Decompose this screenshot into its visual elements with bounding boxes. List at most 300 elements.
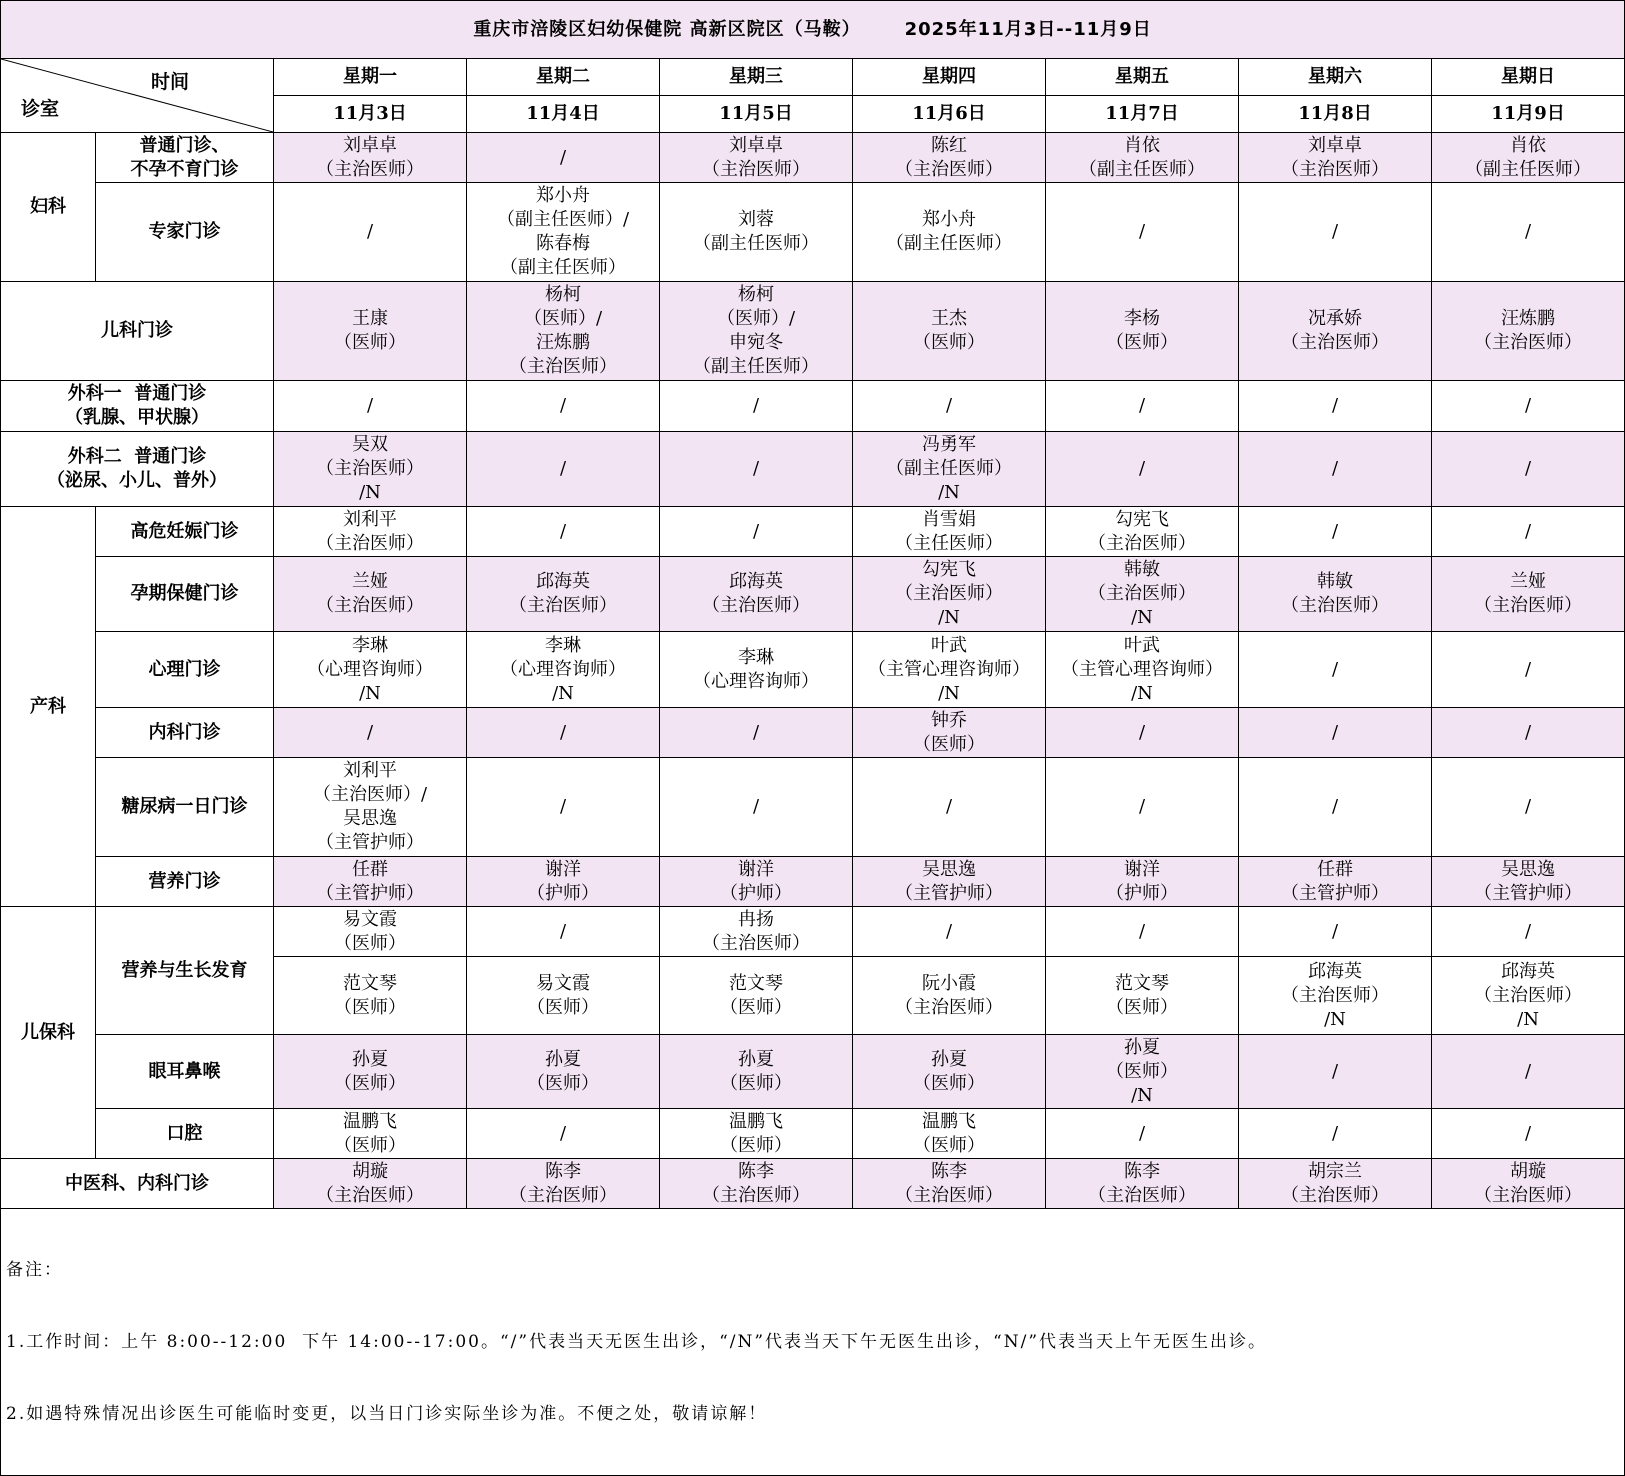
doctor-name: 郑小舟 (536, 185, 590, 206)
doctor-title: （主管心理咨询师） (1061, 658, 1223, 680)
doctor-title: （主管心理咨询师） (868, 658, 1030, 680)
doctor-name: 兰娅 (1510, 571, 1547, 592)
doctor-name: 冉扬 (738, 908, 774, 930)
date-header: 11月6日 (853, 96, 1046, 133)
doctor-title: （主治医师） (895, 996, 1003, 1018)
schedule-cell-sat (1239, 432, 1432, 507)
schedule-cell-fri (1046, 758, 1239, 857)
weekday-header: 星期五 (1046, 59, 1239, 96)
schedule-cell-sat (1239, 1035, 1432, 1109)
schedule-cell-fri (1046, 1109, 1239, 1159)
doctor-title: （医师） (527, 1072, 599, 1094)
clinic-name-line: 营养门诊 (148, 870, 221, 892)
row-obstetrics-nutrition (1, 857, 1625, 907)
department-name: 产科 (1, 507, 96, 907)
no-doctor-mark: / (1525, 796, 1532, 817)
no-doctor-mark: / (752, 395, 760, 416)
diagonal-divider (1, 59, 273, 132)
clinic-name (96, 557, 274, 632)
doctor-title: （主治医师） (1281, 332, 1389, 353)
schedule-cell-fri (1046, 557, 1239, 632)
no-doctor-mark: / (559, 520, 567, 542)
no-doctor-mark: / (1525, 458, 1532, 479)
doctor-title: （主治医师） (509, 595, 617, 616)
weekday-header-row (1, 59, 1625, 96)
clinic-name-line: 外科一 普通门诊 (67, 383, 207, 404)
doctor-title: （主治医师） (1474, 1184, 1583, 1206)
schedule-cell-sat (1239, 758, 1432, 857)
doctor-title: （主治医师） (1474, 595, 1583, 616)
schedule-cell-sun (1432, 183, 1625, 282)
schedule-cell-tue (467, 183, 660, 282)
schedule-cell-wed (660, 1159, 853, 1209)
doctor-title: （主治医师） (1281, 984, 1389, 1006)
doctor-name: 邱海英 (729, 571, 783, 592)
doctor-title: （主治医师） (702, 1184, 810, 1206)
schedule-cell-thu (853, 1159, 1046, 1209)
no-doctor-mark: / (1138, 721, 1146, 743)
doctor-name: 任群 (1317, 858, 1353, 880)
schedule-cell-mon (274, 957, 467, 1035)
schedule-cell-mon (274, 708, 467, 758)
schedule-cell-fri (1046, 432, 1239, 507)
doctor-title: （医师） (527, 996, 599, 1018)
row-obstetrics-prenatal-care (1, 557, 1625, 632)
no-doctor-mark: / (366, 721, 374, 743)
schedule-cell-sat (1239, 507, 1432, 557)
afternoon-closed-mark: /N (1324, 1008, 1346, 1030)
doctor-title: （护师） (720, 882, 792, 904)
doctor-title: （副主任医师） (1079, 158, 1205, 180)
no-doctor-mark: / (1525, 395, 1532, 416)
schedule-cell-fri (1046, 507, 1239, 557)
weekday-header: 星期三 (660, 59, 853, 96)
schedule-cell-tue (467, 758, 660, 857)
clinic-name-line: 外科二 普通门诊 (67, 446, 207, 467)
corner-header (1, 59, 274, 133)
schedule-cell-tue (467, 1109, 660, 1159)
schedule-cell-mon (274, 1109, 467, 1159)
notes-row (1, 1209, 1625, 1476)
doctor-name: 吴思逸 (922, 858, 976, 880)
schedule-cell-mon (274, 133, 467, 183)
notes (1, 1209, 1625, 1476)
row-obstetrics-internal-medicine (1, 708, 1625, 758)
schedule-cell-tue (467, 708, 660, 758)
doctor-title: （主任医师） (895, 532, 1003, 554)
schedule-title (1, 1, 1625, 59)
doctor-name: 温鹏飞 (922, 1110, 976, 1132)
doctor-name: 郑小舟 (922, 209, 976, 230)
doctor-name: 陈李 (738, 1160, 774, 1182)
schedule-cell-sun (1432, 432, 1625, 507)
no-doctor-mark: / (752, 796, 760, 817)
no-doctor-mark: / (1138, 395, 1146, 416)
no-doctor-mark: / (559, 920, 567, 942)
doctor-title: （主治医师） (702, 595, 810, 616)
doctor-name: 杨柯 (738, 284, 774, 305)
time-header-label: 时间 (151, 71, 190, 93)
schedule-cell-tue (467, 381, 660, 432)
no-doctor-mark: / (752, 458, 760, 479)
doctor-name: 王康 (352, 308, 388, 329)
doctor-name: 韩敏 (1317, 571, 1353, 592)
schedule-cell-sat (1239, 183, 1432, 282)
schedule-cell-sun (1432, 133, 1625, 183)
schedule-cell-tue (467, 133, 660, 183)
clinic-name-line: 专家门诊 (148, 221, 221, 242)
doctor-name: 况承娇 (1308, 308, 1362, 329)
title-row (1, 1, 1625, 59)
no-doctor-mark: / (366, 221, 374, 242)
doctor-name: 刘卓卓 (343, 134, 397, 156)
doctor-name: 孙夏 (1124, 1036, 1160, 1058)
clinic-name (96, 708, 274, 758)
no-doctor-mark: / (1331, 658, 1339, 680)
no-doctor-mark: / (1331, 721, 1339, 743)
doctor-title: （医师） (334, 332, 406, 353)
doctor-title: （医师） (1106, 332, 1178, 353)
row-child-health-ent (1, 1035, 1625, 1109)
doctor-name: 谢洋 (738, 858, 774, 880)
doctor-name: 李琳 (738, 646, 774, 668)
hospital-name: 重庆市涪陵区妇幼保健院 高新区院区（马鞍） (473, 18, 861, 40)
schedule-cell-mon (274, 432, 467, 507)
clinic-name (96, 1109, 274, 1159)
clinic-name-line: 不孕不育门诊 (130, 158, 239, 180)
schedule-cell-thu (853, 708, 1046, 758)
row-pediatrics (1, 282, 1625, 381)
no-doctor-mark: / (1331, 920, 1339, 942)
schedule-cell-sat (1239, 708, 1432, 758)
schedule-cell-fri (1046, 632, 1239, 708)
doctor-name: 刘蓉 (738, 209, 774, 230)
schedule-cell-thu (853, 907, 1046, 957)
weekday-header: 星期日 (1432, 59, 1625, 96)
doctor-title: （主治医师） (1088, 532, 1196, 554)
date-header: 11月7日 (1046, 96, 1239, 133)
schedule-cell-wed (660, 432, 853, 507)
doctor-name: 温鹏飞 (343, 1110, 397, 1132)
doctor-name: 王杰 (931, 308, 967, 329)
department-name: 儿保科 (1, 907, 96, 1159)
clinic-name-line: 普通门诊、 (139, 134, 230, 156)
schedule-cell-sat (1239, 1159, 1432, 1209)
doctor-name: 勾宪飞 (1115, 508, 1169, 530)
doctor-title: （医师） (913, 733, 985, 755)
no-doctor-mark: / (559, 796, 567, 817)
no-doctor-mark: / (1331, 1060, 1339, 1082)
row-child-health-nutrition-growth-1 (1, 907, 1625, 957)
doctor-title: （副主任医师） (886, 458, 1012, 479)
schedule-cell-sat (1239, 907, 1432, 957)
row-obstetrics-diabetes-day-clinic (1, 758, 1625, 857)
doctor-title: （医师） (334, 996, 406, 1018)
doctor-name: 叶武 (1124, 634, 1160, 656)
schedule-cell-thu (853, 1035, 1046, 1109)
schedule-cell-mon (274, 557, 467, 632)
schedule-cell-thu (853, 282, 1046, 381)
no-doctor-mark: / (1138, 1122, 1146, 1144)
no-doctor-mark: / (559, 721, 567, 743)
doctor-name: 范文琴 (1115, 972, 1169, 994)
schedule-cell-tue (467, 1035, 660, 1109)
no-doctor-mark: / (945, 796, 953, 817)
clinic-name (1, 381, 274, 432)
no-doctor-mark: / (1525, 1122, 1532, 1144)
weekday-header: 星期六 (1239, 59, 1432, 96)
afternoon-closed-mark: /N (938, 607, 960, 628)
schedule-cell-mon (274, 632, 467, 708)
date-header: 11月9日 (1432, 96, 1625, 133)
afternoon-closed-mark: /N (1131, 1084, 1153, 1106)
schedule-cell-fri (1046, 282, 1239, 381)
doctor-title: （心理咨询师） (307, 658, 433, 680)
schedule-cell-fri (1046, 907, 1239, 957)
doctor-name: 邱海英 (1308, 960, 1362, 982)
no-doctor-mark: / (1525, 221, 1532, 242)
schedule-cell-mon (274, 507, 467, 557)
doctor-name: 吴双 (352, 434, 388, 455)
clinic-name (96, 183, 274, 282)
schedule-cell-sat (1239, 557, 1432, 632)
no-doctor-mark: / (1331, 395, 1339, 416)
no-doctor-mark: / (1525, 1060, 1532, 1082)
doctor-title: （主治医师） (316, 1184, 424, 1206)
afternoon-closed-mark: /N (1131, 607, 1153, 628)
schedule-cell-thu (853, 432, 1046, 507)
row-obstetrics-psychology (1, 632, 1625, 708)
no-doctor-mark: / (559, 1122, 567, 1144)
no-doctor-mark: / (1525, 920, 1532, 942)
schedule-cell-mon (274, 183, 467, 282)
doctor-title: （主治医师） (509, 1184, 617, 1206)
doctor-name: 孙夏 (738, 1048, 774, 1070)
row-tcm-internal-medicine (1, 1159, 1625, 1209)
row-gyn-general-infertility (1, 133, 1625, 183)
doctor-title: （主治医师） (316, 595, 424, 616)
schedule-cell-sat (1239, 1109, 1432, 1159)
doctor-title: （医师） (720, 996, 792, 1018)
date-header: 11月3日 (274, 96, 467, 133)
schedule-cell-sun (1432, 1159, 1625, 1209)
schedule-cell-fri (1046, 133, 1239, 183)
doctor-title: （医师） (334, 1134, 406, 1156)
doctor-name: 韩敏 (1124, 559, 1160, 580)
schedule-cell-tue (467, 857, 660, 907)
schedule-cell-mon (274, 1035, 467, 1109)
schedule-cell-mon (274, 758, 467, 857)
doctor-name: 胡璇 (1510, 1160, 1547, 1182)
clinic-name-line: 心理门诊 (148, 658, 221, 680)
doctor-name: 肖依 (1124, 134, 1160, 156)
schedule-cell-sat (1239, 133, 1432, 183)
doctor-title: （主治医师） (895, 583, 1003, 604)
doctor-title: （医师） (913, 1134, 985, 1156)
schedule-cell-sat (1239, 957, 1432, 1035)
no-doctor-mark: / (1138, 458, 1146, 479)
doctor-title: （主治医师）/ (312, 784, 428, 805)
afternoon-closed-mark: /N (359, 682, 381, 704)
no-doctor-mark: / (945, 395, 953, 416)
doctor-title: （主管护师） (1281, 882, 1389, 904)
doctor-name: 易文霞 (536, 972, 590, 994)
doctor-title: （心理咨询师） (500, 658, 626, 680)
schedule-cell-tue (467, 907, 660, 957)
corner-header-box (1, 59, 273, 132)
schedule-cell-sat (1239, 857, 1432, 907)
doctor-title: （主治医师） (316, 532, 424, 554)
doctor-title: （医师） (913, 332, 985, 353)
afternoon-closed-mark: /N (938, 682, 960, 704)
no-doctor-mark: / (1138, 920, 1146, 942)
afternoon-closed-mark: /N (359, 482, 381, 503)
schedule-cell-wed (660, 1035, 853, 1109)
schedule-cell-sun (1432, 282, 1625, 381)
schedule-cell-thu (853, 557, 1046, 632)
doctor-name: 肖雪娟 (922, 508, 976, 530)
doctor-title: （主治医师） (316, 158, 424, 180)
weekday-header: 星期一 (274, 59, 467, 96)
doctor-name: 谢洋 (1124, 858, 1160, 880)
schedule-cell-tue (467, 1159, 660, 1209)
schedule-cell-mon (274, 857, 467, 907)
doctor-title: （主管护师） (316, 882, 424, 904)
doctor-name: 范文琴 (729, 972, 783, 994)
clinic-name-line: 高危妊娠门诊 (130, 520, 239, 542)
doctor-title: （主治医师） (895, 158, 1003, 180)
clinic-name-line: 内科门诊 (148, 721, 221, 743)
no-doctor-mark: / (1331, 1122, 1339, 1144)
doctor-name: 刘利平 (343, 760, 397, 781)
schedule-cell-sun (1432, 1035, 1625, 1109)
weekday-header: 星期四 (853, 59, 1046, 96)
schedule-cell-sun (1432, 708, 1625, 758)
doctor-name: 孙夏 (352, 1048, 388, 1070)
no-doctor-mark: / (1331, 458, 1339, 479)
diagonal-line (1, 59, 273, 132)
schedule-cell-thu (853, 381, 1046, 432)
no-doctor-mark: / (752, 721, 760, 743)
schedule-cell-tue (467, 282, 660, 381)
schedule-cell-tue (467, 632, 660, 708)
no-doctor-mark: / (1525, 520, 1532, 542)
doctor-title: （医师） (720, 1072, 792, 1094)
clinic-name-line: 眼耳鼻喉 (148, 1060, 221, 1082)
room-header-label: 诊室 (21, 98, 60, 120)
no-doctor-mark: / (1331, 796, 1339, 817)
schedule-cell-wed (660, 1109, 853, 1159)
clinic-name (96, 857, 274, 907)
clinic-name (96, 507, 274, 557)
schedule-cell-sat (1239, 381, 1432, 432)
clinic-name-line: （乳腺、甲状腺） (65, 407, 209, 428)
schedule-cell-mon (274, 907, 467, 957)
no-doctor-mark: / (366, 395, 374, 416)
schedule-cell-sun (1432, 507, 1625, 557)
doctor-title: （副主任医师） (693, 356, 819, 377)
afternoon-closed-mark: /N (938, 482, 960, 503)
clinic-name-line: 糖尿病一日门诊 (121, 796, 248, 817)
doctor-title: （副主任医师）/ (496, 209, 630, 230)
doctor-name: 吴思逸 (1501, 858, 1556, 880)
doctor-title: （主治医师） (1281, 1184, 1389, 1206)
doctor-name: 申宛冬 (729, 332, 783, 353)
schedule-cell-thu (853, 758, 1046, 857)
doctor-title: （护师） (527, 882, 599, 904)
doctor-title: （主治医师） (1088, 583, 1196, 604)
doctor-name: 李琳 (545, 634, 581, 656)
doctor-title: （主治医师） (1474, 332, 1583, 353)
schedule-cell-wed (660, 381, 853, 432)
no-doctor-mark: / (559, 395, 567, 416)
doctor-title: （副主任医师） (886, 233, 1012, 254)
doctor-name: 冯勇军 (922, 434, 976, 455)
doctor-title: （主治医师） (1088, 1184, 1196, 1206)
doctor-name: 汪炼鹏 (536, 332, 590, 353)
doctor-name: 刘卓卓 (729, 134, 783, 156)
schedule-cell-sun (1432, 381, 1625, 432)
doctor-title: （医师）/ (523, 308, 603, 329)
clinic-name-line: 中医科、内科门诊 (65, 1172, 209, 1194)
doctor-title: （护师） (1106, 882, 1178, 904)
schedule-cell-mon (274, 282, 467, 381)
doctor-name: 李琳 (352, 634, 388, 656)
no-doctor-mark: / (945, 920, 953, 942)
schedule-cell-fri (1046, 708, 1239, 758)
doctor-title: （医师） (1106, 1060, 1178, 1082)
schedule-cell-fri (1046, 857, 1239, 907)
schedule-cell-thu (853, 183, 1046, 282)
no-doctor-mark: / (1525, 658, 1532, 680)
date-header: 11月4日 (467, 96, 660, 133)
schedule-cell-fri (1046, 957, 1239, 1035)
doctor-title: （医师） (334, 1072, 406, 1094)
clinic-name-line: 孕期保健门诊 (130, 583, 239, 604)
doctor-name: 钟乔 (931, 709, 967, 731)
schedule-cell-mon (274, 381, 467, 432)
date-header: 11月5日 (660, 96, 853, 133)
clinic-name (1, 282, 274, 381)
doctor-title: （主治医师） (1281, 595, 1389, 616)
schedule-cell-thu (853, 857, 1046, 907)
doctor-title: （医师） (913, 1072, 985, 1094)
doctor-name: 陈李 (931, 1160, 967, 1182)
schedule-cell-fri (1046, 381, 1239, 432)
afternoon-closed-mark: /N (1131, 682, 1153, 704)
schedule-cell-wed (660, 557, 853, 632)
doctor-name: 汪炼鹏 (1501, 308, 1556, 329)
no-doctor-mark: / (752, 520, 760, 542)
doctor-name: 邱海英 (536, 571, 590, 592)
no-doctor-mark: / (1331, 520, 1339, 542)
row-surgery-1 (1, 381, 1625, 432)
doctor-name: 胡宗兰 (1308, 1160, 1362, 1182)
doctor-title: （主治医师） (895, 1184, 1003, 1206)
doctor-name: 肖依 (1510, 134, 1547, 156)
schedule-cell-tue (467, 557, 660, 632)
doctor-title: （主治医师） (702, 932, 810, 954)
doctor-name: 阮小霞 (922, 972, 976, 994)
clinic-name (96, 907, 274, 1035)
schedule-cell-sun (1432, 957, 1625, 1035)
doctor-title: （主治医师） (316, 458, 424, 479)
doctor-title: （医师） (1106, 996, 1178, 1018)
doctor-name: 陈春梅 (536, 233, 590, 254)
doctor-title: （主治医师） (1281, 158, 1389, 180)
doctor-name: 孙夏 (545, 1048, 581, 1070)
schedule-cell-tue (467, 432, 660, 507)
